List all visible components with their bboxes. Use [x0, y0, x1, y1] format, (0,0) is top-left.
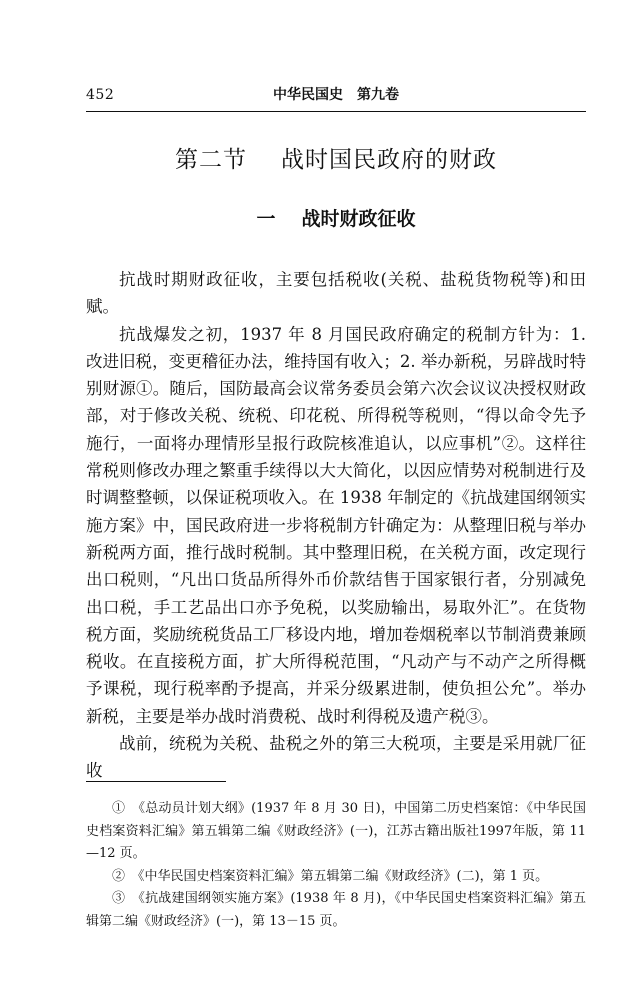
paragraph: 抗战时期财政征收，主要包括税收(关税、盐税货物税等)和田赋。	[86, 270, 586, 317]
subsection-heading	[86, 204, 586, 234]
header-rule	[86, 111, 586, 112]
paragraph: 战前，统税为关税、盐税之外的第三大税项，主要是采用就厂征收	[86, 734, 586, 781]
body-text	[86, 266, 586, 785]
footnote-rule	[86, 781, 226, 782]
section-heading	[86, 143, 586, 177]
subsection-number: 一	[256, 208, 276, 230]
footnote: ② 《中华民国史档案资料汇编》第五辑第二编《财政经济》(二)，第 1 页。	[112, 868, 549, 884]
footnote: ① 《总动员计划大纲》(1937 年 8 月 30 日)，中国第二历史档案馆：《中华民国史档案资料汇编》第五辑第二编《财政经济》(一)，江苏古籍出版社1997年版，第 11—12 页。	[86, 801, 586, 861]
book-title: 中华民国史 第九卷	[273, 87, 399, 103]
running-header	[86, 84, 586, 106]
subsection-title: 战时财政征收	[301, 208, 416, 230]
section-title: 战时国民政府的财政	[281, 147, 497, 173]
footnote: ③ 《抗战建国纲领实施方案》(1938 年 8 月)，《中华民国史档案资料汇编》第五辑第二编《财政经济》(一)，第 13－15 页。	[86, 891, 586, 929]
footnotes	[86, 798, 586, 933]
page-number: 452	[86, 87, 115, 103]
paragraph: 抗战爆发之初，1937 年 8 月国民政府确定的税制方针为：1. 改进旧税，变更稽征办法，维持国有收入；2. 举办新税，另辟战时特别财源①。随后，国防最高会议常务委员会第六次会议议决授权财政部，对于修改关税、统税、印花税、所得税等税则，“得以命令先予施行，一面将办理情形呈报行政院核准追认，以应事机”②。这样往常税则修改办理之繁重手续得以大大简化，以因应情势对税制进行及时调整整顿，以保证税项收入。在 1938 年制定的《抗战建国纲领实施方案》中，国民政府进一步将税制方针确定为：从整理旧税与举办新税两方面，推行战时税制。其中整理旧税，在关税方面，改定现行出口税则，“凡出口货品所得外币价款结售于国家银行者，分别减免出口税，手工艺品出口亦予免税，以奖励输出，易取外汇”。在货物税方面，奖励统税货品工厂移设内地，增加卷烟税率以节制消费兼顾税收。在直接税方面，扩大所得税范围，“凡动产与不动产之所得概予课税，现行税率酌予提高，并采分级累进制，使负担公允”。举办新税，主要是举办战时消费税、战时利得税及遗产税③。	[86, 324, 586, 726]
section-number: 第二节	[175, 147, 247, 173]
